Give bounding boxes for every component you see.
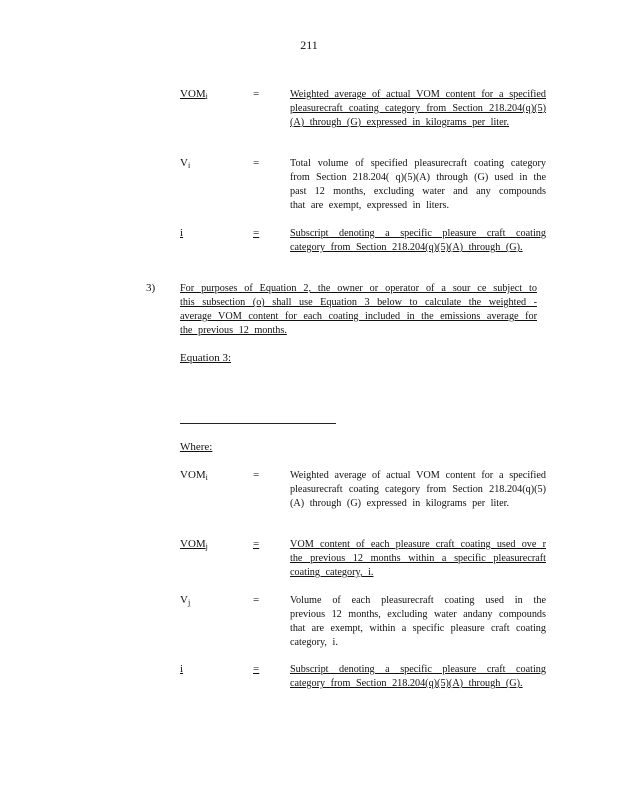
definition-text: Weighted average of actual VOM content for a specified pleasurecraft coating category from Section 218.204(q)(5)(A) through (G) expressed in kilograms per liter. (290, 89, 546, 128)
paragraph-text: For purposes of Equation 2, the owner or operator of a sour ce subject to this subsection (o) shall use Equation 3 below to calculate the weighted - average VOM content for each coating included in the emissions average for the previous 12 months. (180, 283, 537, 336)
definition-row-v-i (180, 157, 550, 217)
definition-text: Total volume of specified pleasurecraft coating category from Section 218.204( q)(5)(A) through (G) used in the past 12 months, excluding water and any compounds that are exempt, expressed in liters. (290, 158, 546, 211)
equals-sign: = (253, 88, 260, 100)
definition-term: $VOM_j$ (180, 538, 208, 551)
definition-term: $V_i$ (180, 157, 191, 170)
definition-text: Subscript denoting a specific pleasure craft coating category from Section 218.204(q)(5)(A) through (G). (290, 664, 546, 689)
definition-row-vom-j (180, 538, 550, 598)
equals-sign: = (253, 227, 260, 239)
definition-term: $V_j$ (180, 594, 191, 607)
item-number: 3) (146, 282, 156, 294)
equals-sign: = (253, 538, 260, 550)
definition-text: Volume of each pleasurecraft coating used in the previous 12 months, excluding water andany compounds that are exempt, within a specific pleasure craft coating category, i. (290, 595, 546, 648)
definition-row-i (180, 227, 550, 287)
definition-text: Subscript denoting a specific pleasure craft coating category from Section 218.204(q)(5)(A) through (G). (290, 228, 546, 253)
definition-term: $VOM_i$ (180, 469, 208, 482)
definition-row-vom-i (180, 469, 550, 529)
definition-term: i (180, 227, 184, 239)
equals-sign: = (253, 594, 260, 606)
equation-label: Equation 3: (180, 352, 232, 364)
definition-row-v-j (180, 594, 550, 654)
definition-text: VOM content of each pleasure craft coating used ove r the previous 12 months within a specific pleasurecraft coating category, i. (290, 539, 546, 578)
definition-term: i (180, 663, 184, 675)
definition-term: $VOM_i$ (180, 88, 208, 101)
equals-sign: = (253, 157, 260, 169)
equals-sign: = (253, 469, 260, 481)
definition-row-vom-i (180, 88, 550, 148)
page-number: 211 (300, 38, 318, 52)
equation-divider (180, 423, 336, 424)
definition-text: Weighted average of actual VOM content for a specified pleasurecraft coating category from Section 218.204(q)(5)(A) through (G) expressed in kilograms per liter. (290, 470, 546, 509)
equals-sign: = (253, 663, 260, 675)
definition-row-i (180, 663, 550, 723)
where-label: Where: (180, 441, 213, 453)
